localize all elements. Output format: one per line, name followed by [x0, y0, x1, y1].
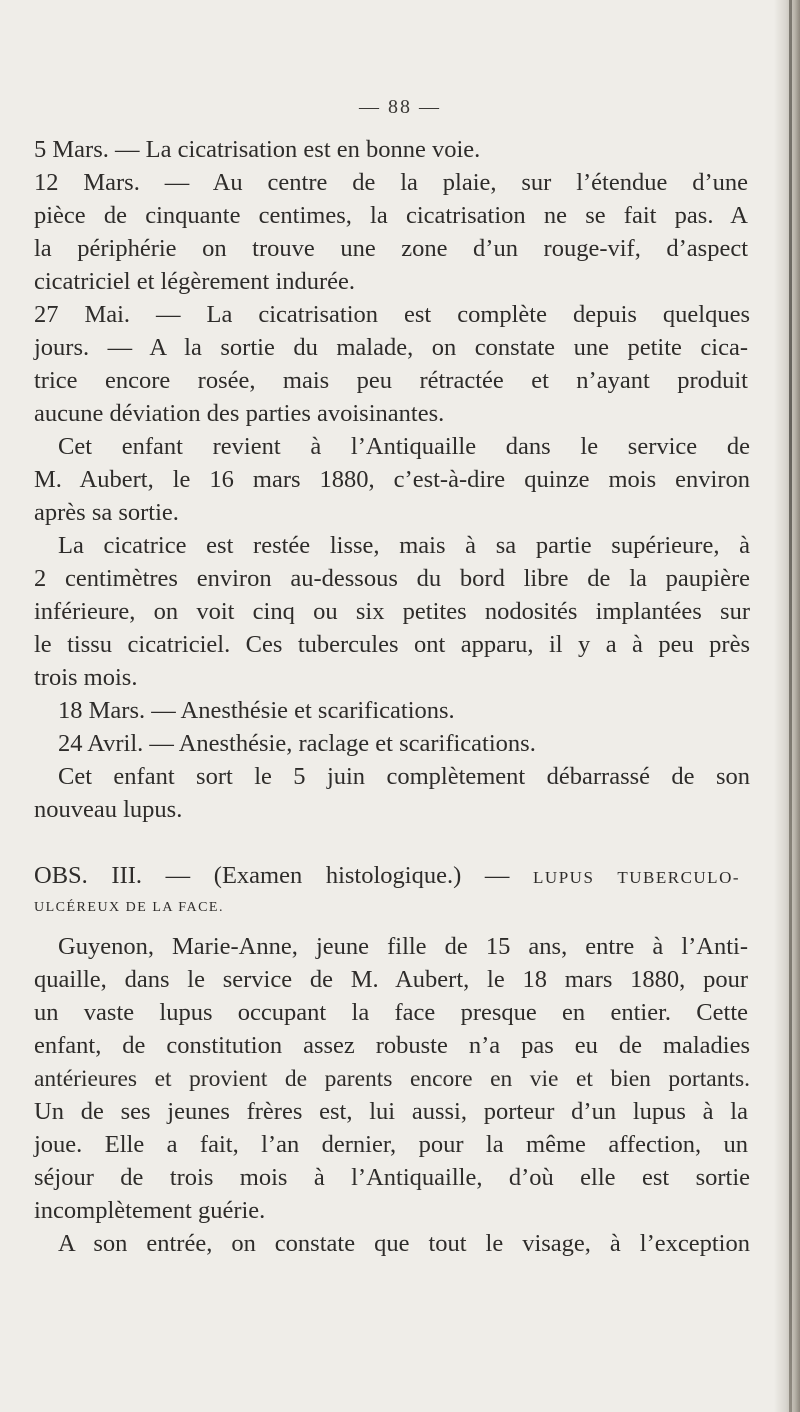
page-number: — 88 —	[359, 96, 441, 118]
obs-heading-smallcaps: LUPUS TUBERCULO-	[533, 868, 741, 887]
page-binding-edge	[789, 0, 792, 1412]
text-line: jours. — A la sortie du malade, on constate une petite cica-	[34, 334, 748, 361]
text-line: trois mois.	[34, 664, 138, 691]
page-edge-shadow	[774, 0, 800, 1412]
text-line: incomplètement guérie.	[34, 1197, 266, 1224]
text-line: Guyenon, Marie-Anne, jeune fille de 15 ans, entre à l’Anti-	[58, 933, 748, 960]
text-line: la périphérie on trouve une zone d’un rouge-vif, d’aspect	[34, 235, 748, 262]
text-line: inférieure, on voit cinq ou six petites nodosités implantées sur	[34, 598, 750, 625]
text-line: 27 Mai. — La cicatrisation est complète depuis quelques	[34, 301, 750, 328]
text-line: joue. Elle a fait, l’an dernier, pour la même affection, un	[34, 1131, 748, 1158]
text-line: un vaste lupus occupant la face presque en entier. Cette	[34, 999, 748, 1026]
text-line: après sa sortie.	[34, 499, 179, 526]
obs-heading-label: OBS. III. — (Examen histologique.) —	[34, 862, 510, 889]
text-line: aucune déviation des parties avoisinantes.	[34, 400, 445, 427]
text-line: nouveau lupus.	[34, 796, 183, 823]
text-line: Cet enfant revient à l’Antiquaille dans le service de	[58, 433, 750, 460]
text-line: trice encore rosée, mais peu rétractée et n’ayant produit	[34, 367, 748, 394]
text-line: quaille, dans le service de M. Aubert, le 18 mars 1880, pour	[34, 966, 748, 993]
text-line: A son entrée, on constate que tout le visage, à l’exception	[58, 1230, 750, 1257]
text-line: Un de ses jeunes frères est, lui aussi, porteur d’un lupus à la	[34, 1098, 748, 1125]
text-line: pièce de cinquante centimes, la cicatrisation ne se fait pas. A	[34, 202, 748, 229]
text-line: 24 Avril. — Anesthésie, raclage et scarifications.	[58, 730, 536, 757]
obs-heading-continuation: ULCÉREUX DE LA FACE.	[34, 900, 224, 915]
text-line: 2 centimètres environ au-dessous du bord libre de la paupière	[34, 565, 750, 592]
text-line: Cet enfant sort le 5 juin complètement débarrassé de son	[58, 763, 750, 790]
text-line: cicatriciel et légèrement indurée.	[34, 268, 356, 295]
text-line: enfant, de constitution assez robuste n’a pas eu de maladies	[34, 1032, 750, 1059]
text-line: le tissu cicatriciel. Ces tubercules ont apparu, il y a à peu près	[34, 631, 750, 658]
text-line: antérieures et provient de parents encore en vie et bien portants.	[34, 1066, 750, 1092]
text-line: La cicatrice est restée lisse, mais à sa partie supérieure, à	[58, 532, 750, 559]
text-line: séjour de trois mois à l’Antiquaille, d’où elle est sortie	[34, 1164, 750, 1191]
obs-heading-line	[34, 861, 740, 893]
text-line: 5 Mars. — La cicatrisation est en bonne voie.	[34, 136, 481, 163]
text-line: M. Aubert, le 16 mars 1880, c’est-à-dire quinze mois environ	[34, 466, 750, 493]
text-line: 18 Mars. — Anesthésie et scarifications.	[58, 697, 455, 724]
text-line: 12 Mars. — Au centre de la plaie, sur l’étendue d’une	[34, 169, 748, 196]
